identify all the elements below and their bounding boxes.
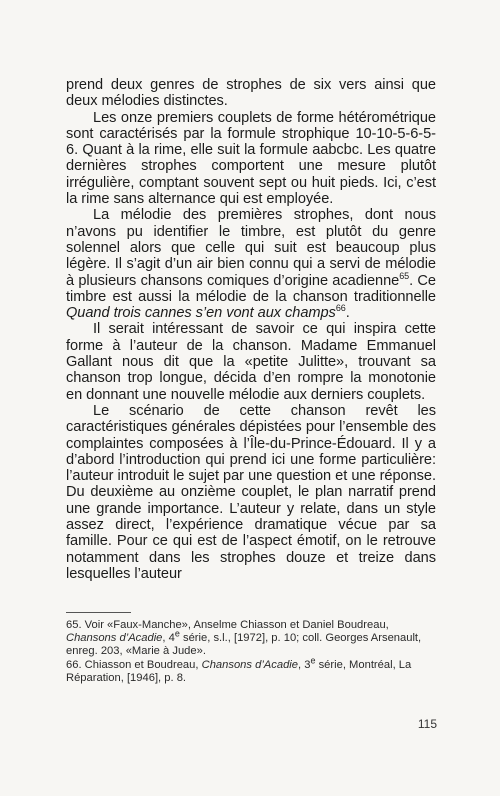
footnote-text: série, Montréal, La Réparation, [1946], p. 8.	[66, 658, 412, 684]
footnote-text: série, s.l., [1972], p. 10; coll. Georges Arsenault, enreg. 203, «Marie à Jude».	[66, 632, 422, 658]
footnote-title: Chansons d’Acadie	[201, 658, 299, 671]
song-title: Quand trois cannes s’en vont aux champs	[66, 305, 336, 322]
page-number: 115	[417, 717, 437, 731]
paragraph-text: . Ce timbre est aussi la mélodie de la chanson traditionnelle	[66, 272, 436, 305]
footnote	[66, 619, 440, 659]
footnotes	[66, 619, 440, 685]
footnote-ref: 65	[399, 270, 410, 281]
paragraph: prend deux genres de strophes de six vers ainsi que deux mélodies distinctes.	[66, 77, 436, 110]
footnote	[66, 654, 440, 685]
paragraph	[66, 207, 436, 321]
paragraph-text: .	[345, 305, 350, 322]
body-text	[66, 77, 436, 582]
paragraph-text: La mélodie des premières strophes, dont nous n’avons pu identifier le timbre, est plutôt du genre solennel alors que celle qui suit est beaucoup plus légère. Il s’agit d’un air bien connu qui a servi de mélodie à plusieurs chansons comiques d’origine acadienne	[66, 207, 436, 289]
footnote-number: 66.	[66, 658, 82, 671]
paragraph: Les onze premiers couplets de forme hétérométrique sont caractérisés par la formule strophique 10-10-5-6-5-6. Quant à la rime, elle suit la formule aabcbc. Les quatre dernières strophes comportent une mesure plutôt irrégulière, comptant souvent sept ou huit pieds. Ici, c’est la rime sans alternance qui est employée.	[66, 109, 436, 208]
ordinal-sup: e	[310, 654, 316, 665]
footnote-text: Chiasson et Boudreau,	[84, 658, 202, 671]
footnote-text: , 3	[298, 658, 311, 671]
footnote-text: Voir «Faux-Manche», Anselme Chiasson et Daniel Boudreau,	[84, 619, 389, 631]
paragraph: Le scénario de cette chanson revêt les caractéristiques générales dépistées pour l’ensemble des complaintes composées à l’Île-du-Prince-Édouard. Il y a d’abord l’introduction qui prend ici une forme particulière: l’auteur introduit le sujet par une question et une réponse. Du deuxième au onzième couplet, le plan narratif prend une grande importance. L’auteur y relate, dans un style assez direct, l’expérience dramatique vécue par sa famille. Pour ce qui est de l’aspect émotif, on le retrouve notamment dans les strophes douze et treize dans lesquelles l’auteur	[66, 402, 436, 582]
footnote-divider	[66, 612, 131, 613]
footnote-title: Chansons d’Acadie	[66, 632, 163, 645]
footnote-ref: 66	[335, 303, 346, 314]
footnote-text: , 4	[162, 632, 175, 645]
ordinal-sup: e	[174, 628, 180, 639]
footnote-number: 65.	[66, 619, 82, 631]
paragraph: Il serait intéressant de savoir ce qui inspira cette forme à l’auteur de la chanson. Madame Emmanuel Gallant nous dit que la «petite Julitte», trouvant sa chanson trop longue, décida d’en rompre la monotonie en donnant une nouvelle mélodie aux derniers couplets.	[66, 321, 436, 403]
